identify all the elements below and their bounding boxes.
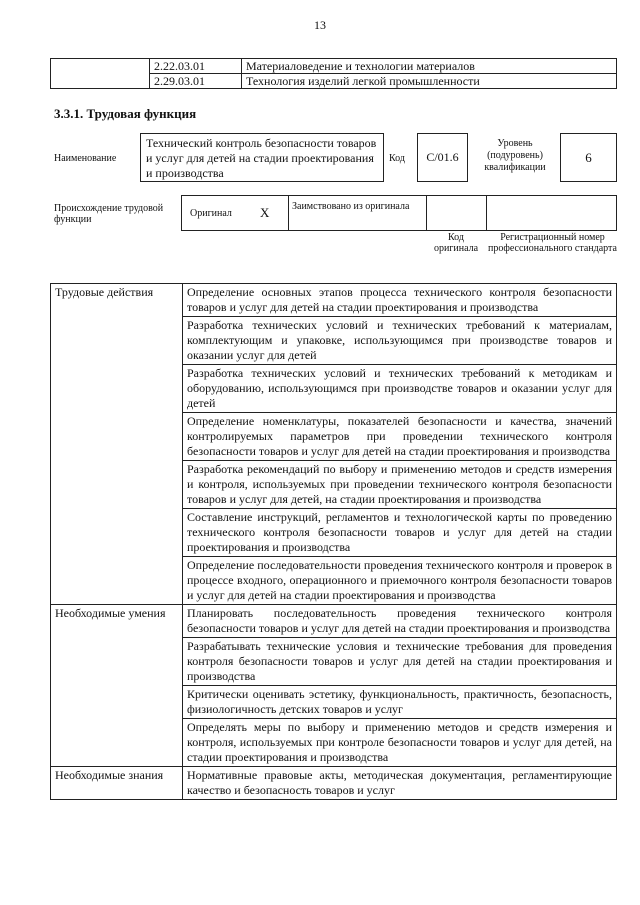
code-value-box bbox=[417, 133, 468, 182]
origin-label: Происхождение трудовой функции bbox=[54, 203, 164, 225]
knowledge-label: Необходимые знания bbox=[51, 767, 183, 800]
table-row bbox=[51, 767, 617, 800]
table-row bbox=[51, 74, 617, 89]
reg-number-label: Регистрационный номер профессионального стандарта bbox=[488, 232, 617, 254]
list-item: Определение основных этапов процесса технического контроля безопасности товаров и услуг для детей на стадии проектирования и производства bbox=[183, 284, 617, 317]
labor-actions-label: Трудовые действия bbox=[51, 284, 183, 605]
empty-cell bbox=[51, 74, 150, 89]
divider bbox=[426, 195, 427, 231]
code-name-cell: Технология изделий легкой промышленности bbox=[242, 74, 617, 89]
code-value: С/01.6 bbox=[426, 150, 459, 164]
function-name-box bbox=[140, 133, 384, 182]
original-code-label: Код оригинала bbox=[433, 232, 479, 254]
list-item: Планировать последовательность проведения технического контроля безопасности товаров и услуг для детей на стадии проектирования и производства bbox=[183, 605, 617, 638]
empty-cell bbox=[51, 59, 150, 74]
list-item: Определение последовательности проведения технического контроля и проверок в процессе входного, операционного и приемочного контроля безопасности товаров и услуг для детей на стадии проектирования и производства bbox=[183, 557, 617, 605]
list-item: Определять меры по выбору и применению методов и средств измерения и контроля, используемых при контроле безопасности товаров и услуг для детей, на стадии проектирования и производства bbox=[183, 719, 617, 767]
education-codes-table bbox=[50, 58, 617, 89]
list-item: Разрабатывать технические условия и технические требования для проведения контроля безопасности товаров и услуг для детей на стадии проектирования и производства bbox=[183, 638, 617, 686]
table-row bbox=[51, 59, 617, 74]
origin-table bbox=[181, 195, 617, 231]
divider bbox=[288, 195, 289, 231]
list-item: Разработка технических условий и технических требований к методикам и оборудованию, использующимся при производстве товаров и оказании услуг для детей bbox=[183, 365, 617, 413]
list-item: Нормативные правовые акты, методическая документация, регламентирующие качество и безопасность товаров и услуг bbox=[183, 767, 617, 800]
level-value: 6 bbox=[585, 149, 592, 165]
function-name: Технический контроль безопасности товаров и услуг для детей на стадии проектирования и производства bbox=[146, 136, 377, 180]
list-item: Критически оценивать эстетику, функциональность, практичность, безопасность, физиологичность детских товаров и услуг bbox=[183, 686, 617, 719]
table-row bbox=[51, 605, 617, 638]
section-title: 3.3.1. Трудовая функция bbox=[54, 106, 197, 121]
table-row bbox=[51, 284, 617, 317]
code-name-cell: Материаловедение и технологии материалов bbox=[242, 59, 617, 74]
level-label: Уровень (подуровень) квалификации bbox=[484, 138, 546, 173]
code-cell: 2.22.03.01 bbox=[150, 59, 242, 74]
skills-label: Необходимые умения bbox=[51, 605, 183, 767]
function-details-table bbox=[50, 283, 617, 800]
code-cell: 2.29.03.01 bbox=[150, 74, 242, 89]
list-item: Составление инструкций, регламентов и технологической карты по проведению технического контроля безопасности товаров и услуг для детей на стадии проектирования и производства bbox=[183, 509, 617, 557]
original-label: Оригинал bbox=[190, 208, 232, 219]
list-item: Определение номенклатуры, показателей безопасности и качества, значений контролируемых параметров при проведении технического контроля безопасности товаров и услуг для детей на стадии проектирования и производства bbox=[183, 413, 617, 461]
code-label: Код bbox=[389, 153, 405, 164]
level-value-box bbox=[560, 133, 617, 182]
borrowed-label: Заимствовано из оригинала bbox=[292, 201, 410, 212]
divider bbox=[486, 195, 487, 231]
list-item: Разработка технических условий и технических требований к материалам, комплектующим и упаковке, использующимся при производстве товаров и оказании услуг для детей bbox=[183, 317, 617, 365]
page-number: 13 bbox=[314, 18, 326, 32]
name-label: Наименование bbox=[54, 153, 117, 164]
original-mark: X bbox=[260, 205, 270, 220]
list-item: Разработка рекомендаций по выбору и применению методов и средств измерения и контроля, используемых при проведении технического контроля безопасности товаров и услуг для детей, на стадии проектирования и производства bbox=[183, 461, 617, 509]
